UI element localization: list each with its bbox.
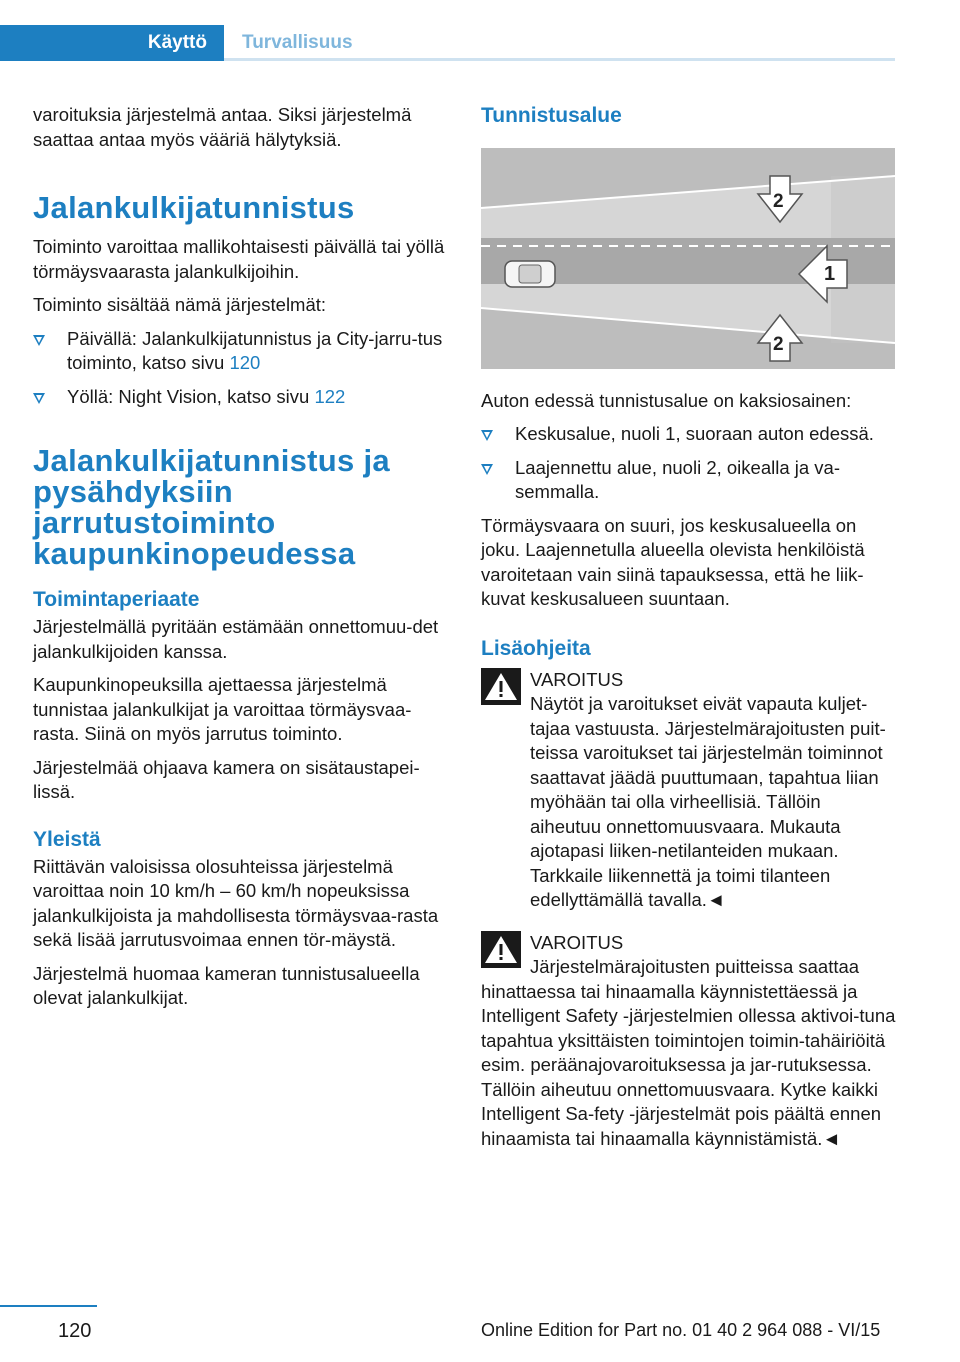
tab-turvallisuus[interactable]: Turvallisuus bbox=[242, 32, 353, 53]
tab-underline bbox=[224, 58, 895, 61]
section-title-pedestrian: Jalankulkijatunnistus bbox=[33, 190, 355, 225]
warning-title: VAROITUS bbox=[530, 931, 624, 953]
list-item bbox=[33, 327, 453, 376]
bullet-triangle-icon bbox=[33, 335, 45, 346]
bullet-triangle-icon bbox=[481, 464, 493, 475]
list-item-text: Yöllä: Night Vision, katso sivu bbox=[67, 385, 315, 407]
footer-rule bbox=[0, 1305, 97, 1307]
detection-area-diagram bbox=[481, 148, 895, 369]
list-item bbox=[481, 456, 896, 505]
warning-text-first-line: Järjestelmärajoitusten puitteissa saattaa bbox=[530, 956, 860, 977]
page-number: 120 bbox=[58, 1320, 92, 1342]
edition-note: Online Edition for Part no. 01 40 2 964 088 - VI/15 bbox=[481, 1320, 881, 1340]
page-link-120[interactable]: 120 bbox=[229, 352, 261, 373]
subsection-title-principle: Toimintaperiaate bbox=[33, 588, 200, 611]
car-icon bbox=[505, 261, 555, 287]
paragraph: Kaupunkinopeuksilla ajettaessa järjestelmä tunnistaa jalankulkijat ja varoittaa törmäysvaa-rasta. Siinä on myös jarrutus toiminto. bbox=[33, 674, 412, 744]
bullet-triangle-icon bbox=[33, 393, 45, 404]
warning-block bbox=[481, 931, 896, 1152]
warning-text: hinattaessa tai hinaamalla käynnistettäessä ja Intelligent Safety -järjestelmien ollessa aktivoi-tuna tapahtua yksittäisten toimintojen toimin-tahäiriöitä esim. peräänajovaroituksessa ja jar-rutuksessa. Tällöin aiheutuu onnettomuusvaara. Kytke kaikki Intelligent Sa-fety -järjestelmät pois päältä ennen hinaamista tai hinaamalla käynnistämistä.◄ bbox=[481, 980, 896, 1149]
subsection-title-notes: Lisäohjeita bbox=[481, 636, 591, 660]
figure-title: Tunnistusalue bbox=[481, 104, 622, 127]
paragraph: Toiminto varoittaa mallikohtaisesti päivällä tai yöllä törmäysvaarasta jalankulkijoihin. bbox=[33, 236, 445, 282]
paragraph: Järjestelmä huomaa kameran tunnistusalueella olevat jalankulkijat. bbox=[33, 962, 420, 1008]
list-item bbox=[481, 422, 896, 447]
warning-title: VAROITUS bbox=[530, 668, 624, 690]
bullet-triangle-icon bbox=[481, 430, 493, 441]
subsection-title-general: Yleistä bbox=[33, 827, 101, 851]
intro-paragraph: varoituksia järjestelmä antaa. Siksi järjestelmä saattaa antaa myös vääriä hälytyksiä. bbox=[33, 104, 412, 150]
arrow-label-2-bottom: 2 bbox=[773, 334, 784, 355]
list-item-text: Päivällä: Jalankulkijatunnistus ja City-jarru-tus toiminto, katso sivu bbox=[67, 327, 443, 373]
paragraph: Toiminto sisältää nämä järjestelmät: bbox=[33, 294, 327, 315]
paragraph: Järjestelmällä pyritään estämään onnettomuu-det jalankulkijoiden kanssa. bbox=[33, 616, 439, 662]
paragraph: Törmäysvaara on suuri, jos keskusalueella on joku. Laajennetulla alueella olevista henkilöistä varoitetaan vain siinä tapauksessa, että he liik-kuvat keskusalueen suuntaan. bbox=[481, 514, 865, 609]
header-tabs bbox=[0, 25, 895, 61]
paragraph: Järjestelmää ohjaava kamera on sisätaustapei-lissä. bbox=[33, 756, 420, 802]
arrow-label-2-top: 2 bbox=[773, 191, 784, 212]
section-title-city-braking: Jalankulkijatunnistus ja pysähdyksiin jarrutustoiminto kaupunkinopeudessa bbox=[33, 443, 390, 571]
list-item bbox=[33, 385, 453, 410]
warning-text: Näytöt ja varoitukset eivät vapauta kuljet-tajaa vastuusta. Järjestelmärajoitusten puit-teissa varoitukset tai järjestelmän toiminnot saattavat jäädä puuttumaan, tapahtua liian myöhään tai olla virheellisiä. Tällöin aiheutuu onnettomuusvaara. Mukauta ajotapasi liiken-netilanteiden mukaan. Tarkkaile liikennettä ja toimi tilanteen edellyttämällä tavalla.◄ bbox=[530, 693, 886, 910]
list-item-text: Keskusalue, nuoli 1, suoraan auton edessä. bbox=[515, 423, 874, 444]
left-column bbox=[33, 103, 453, 1020]
warning-triangle-icon bbox=[481, 668, 521, 705]
right-column bbox=[481, 103, 896, 1169]
warning-block bbox=[481, 668, 896, 913]
paragraph: Riittävän valoisissa olosuhteissa järjestelmä varoittaa noin 10 km/h – 60 km/h nopeuksissa jalankulkijoista ja mahdollisesta törmäysvaa-rasta sekä lisää jarrutusvoimaa ennen tör-mäystä. bbox=[33, 855, 439, 950]
paragraph: Auton edessä tunnistusalue on kaksiosainen: bbox=[481, 389, 852, 411]
page-link-122[interactable]: 122 bbox=[314, 385, 346, 407]
tab-kaytto[interactable]: Käyttö bbox=[0, 25, 224, 61]
warning-triangle-icon bbox=[481, 931, 521, 968]
arrow-label-1: 1 bbox=[824, 263, 836, 285]
list-item-text: Laajennettu alue, nuoli 2, oikealla ja va-semmalla. bbox=[515, 456, 841, 502]
